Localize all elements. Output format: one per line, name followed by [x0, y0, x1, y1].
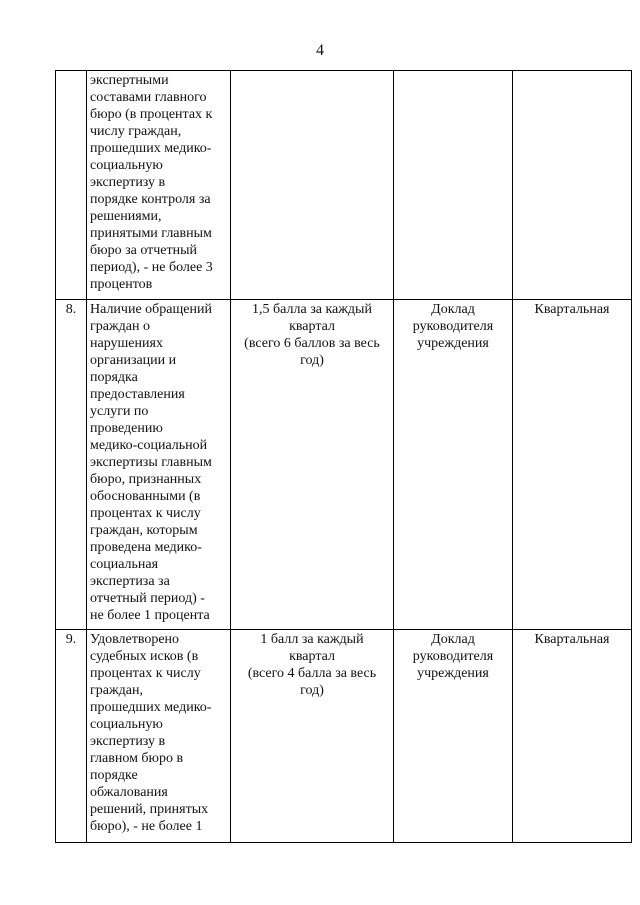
indicator-cell: Удовлетворено судебных исков (в процентах к числу граждан, прошедших медико- социальную экспертизу в главном бюро в порядке обжалования решений, принятых бюро), - не более 1: [87, 630, 231, 843]
row-number-cell: [56, 71, 87, 300]
source-cell: Доклад руководителя учреждения: [394, 300, 513, 630]
criteria-table: [55, 70, 632, 843]
table-row: [56, 300, 632, 630]
row-number-cell: 9.: [56, 630, 87, 843]
indicator-cell: Наличие обращений граждан о нарушениях организации и порядка предоставления услуги по проведению медико-социальной экспертизы главным бюро, признанных обоснованными (в процентах к числу граждан, которым проведена медико- социальная экспертиза за отчетный период) - не более 1 процента: [87, 300, 231, 630]
period-cell: [513, 71, 632, 300]
table-row: [56, 630, 632, 843]
table-row: [56, 71, 632, 300]
period-cell: Квартальная: [513, 630, 632, 843]
score-cell: [231, 71, 394, 300]
source-cell: [394, 71, 513, 300]
indicator-cell: экспертными составами главного бюро (в процентах к числу граждан, прошедших медико- социальную экспертизу в порядке контроля за решениями, принятыми главным бюро за отчетный период), - не более 3 процентов: [87, 71, 231, 300]
row-number-cell: 8.: [56, 300, 87, 630]
score-cell: 1 балл за каждый квартал (всего 4 балла за весь год): [231, 630, 394, 843]
score-cell: 1,5 балла за каждый квартал (всего 6 баллов за весь год): [231, 300, 394, 630]
source-cell: Доклад руководителя учреждения: [394, 630, 513, 843]
page-number: 4: [316, 42, 324, 59]
period-cell: Квартальная: [513, 300, 632, 630]
